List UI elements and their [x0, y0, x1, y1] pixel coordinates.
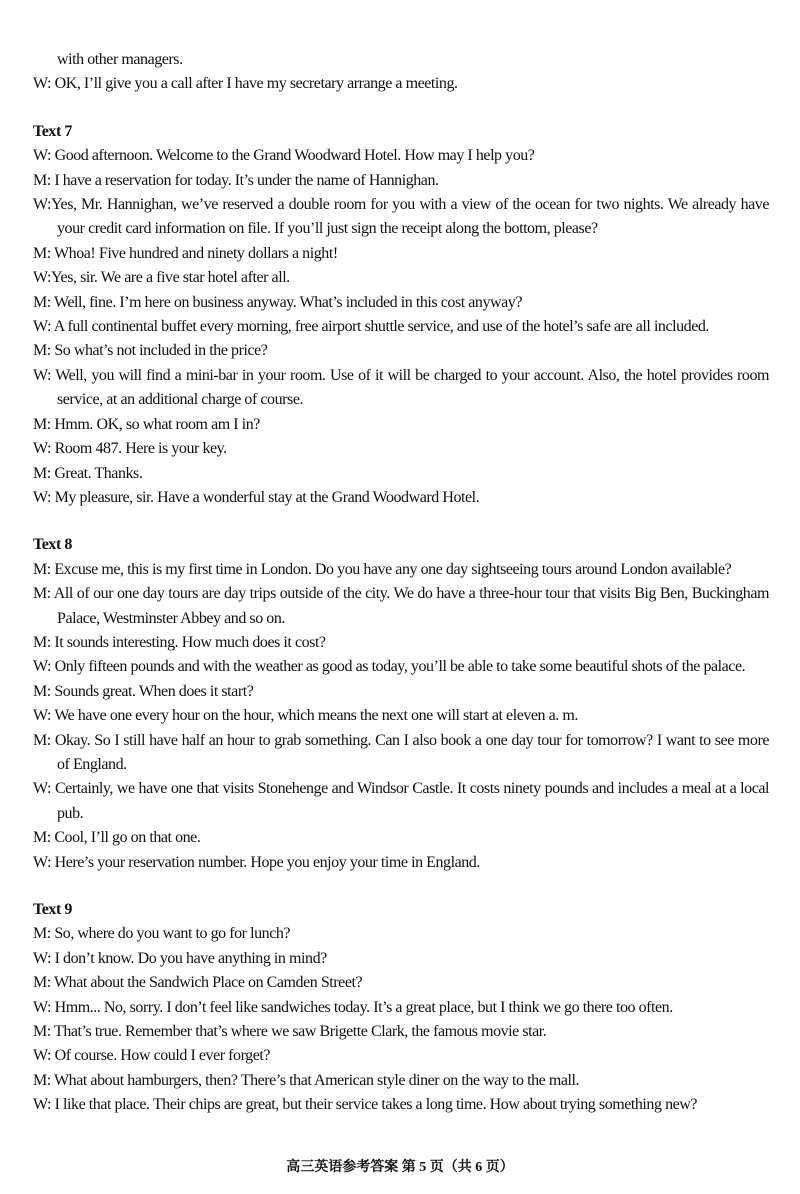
- dialogue-line: W:Yes, sir. We are a five star hotel after all.: [33, 269, 290, 287]
- dialogue-line: M: So what’s not included in the price?: [33, 342, 268, 360]
- dialogue-line: M: Hmm. OK, so what room am I in?: [33, 415, 260, 433]
- dialogue-line: M: I have a reservation for today. It’s under the name of Hannighan.: [33, 171, 439, 189]
- page-footer: 高三英语参考答案 第 5 页（共 6 页）: [286, 1160, 514, 1175]
- dialogue-line: W: My pleasure, sir. Have a wonderful stay at the Grand Woodward Hotel.: [33, 488, 480, 506]
- dialogue-line: W: OK, I’ll give you a call after I have my secretary arrange a meeting.: [33, 75, 458, 93]
- dialogue-line: M: Well, fine. I’m here on business anyway. What’s included in this cost anyway?: [33, 293, 522, 311]
- dialogue-line: M: It sounds interesting. How much does it cost?: [33, 633, 326, 651]
- document-body: [33, 48, 769, 1118]
- section-heading: Text 8: [33, 536, 72, 554]
- dialogue-line: W: I don’t know. Do you have anything in mind?: [33, 949, 327, 967]
- dialogue-line: M: What about the Sandwich Place on Camden Street?: [33, 974, 363, 992]
- dialogue-line: M: Great. Thanks.: [33, 464, 143, 482]
- dialogue-line: M: Whoa! Five hundred and ninety dollars a night!: [33, 244, 338, 262]
- dialogue-line: W: Room 487. Here is your key.: [33, 440, 227, 458]
- dialogue-line: with other managers.: [57, 51, 183, 68]
- dialogue-line: W: Only fifteen pounds and with the weather as good as today, you’ll be able to take some beautiful shots of the palace.: [33, 658, 746, 676]
- dialogue-line: W: Certainly, we have one that visits Stonehenge and Windsor Castle. It costs ninety pounds and includes a meal at a local pub.: [33, 780, 769, 822]
- dialogue-line: M: That’s true. Remember that’s where we saw Brigette Clark, the famous movie star.: [33, 1023, 547, 1041]
- dialogue-line: M: Okay. So I still have half an hour to grab something. Can I also book a one day tour for tomorrow? I want to see more of England.: [33, 731, 769, 773]
- dialogue-line: M: Sounds great. When does it start?: [33, 682, 254, 700]
- section-heading: Text 7: [33, 122, 72, 140]
- dialogue-line: W: Hmm... No, sorry. I don’t feel like sandwiches today. It’s a great place, but I think we go there too often.: [33, 998, 673, 1016]
- dialogue-line: W: Here’s your reservation number. Hope you enjoy your time in England.: [33, 853, 480, 871]
- dialogue-line: M: So, where do you want to go for lunch?: [33, 925, 291, 943]
- dialogue-line: W: A full continental buffet every morning, free airport shuttle service, and use of the hotel’s safe are all included.: [33, 318, 709, 336]
- section-heading: Text 9: [33, 901, 72, 918]
- dialogue-line: W:Yes, Mr. Hannighan, we’ve reserved a double room for you with a view of the ocean for two nights. We already have your credit card information on file. If you’ll just sign the receipt along the bottom, please?: [33, 196, 769, 238]
- dialogue-line: W: Well, you will find a mini-bar in your room. Use of it will be charged to your account. Also, the hotel provides room service, at an additional charge of course.: [33, 366, 769, 409]
- dialogue-line: W: Good afternoon. Welcome to the Grand Woodward Hotel. How may I help you?: [33, 147, 535, 165]
- dialogue-line: M: What about hamburgers, then? There’s that American style diner on the way to the mall.: [33, 1071, 580, 1089]
- dialogue-line: W: We have one every hour on the hour, which means the next one will start at eleven a. m.: [33, 707, 578, 725]
- dialogue-line: M: Excuse me, this is my first time in London. Do you have any one day sightseeing tours around London available?: [33, 560, 732, 578]
- sections: [33, 120, 769, 1118]
- dialogue-line: M: Cool, I’ll go on that one.: [33, 829, 201, 847]
- dialogue-line: W: Of course. How could I ever forget?: [33, 1047, 271, 1065]
- dialogue-line: M: All of our one day tours are day trips outside of the city. We do have a three-hour tour that visits Big Ben, Buckingham Palace, Westminster Abbey and so on.: [33, 585, 769, 627]
- dialogue-line: W: I like that place. Their chips are great, but their service takes a long time. How about trying something new?: [33, 1096, 698, 1114]
